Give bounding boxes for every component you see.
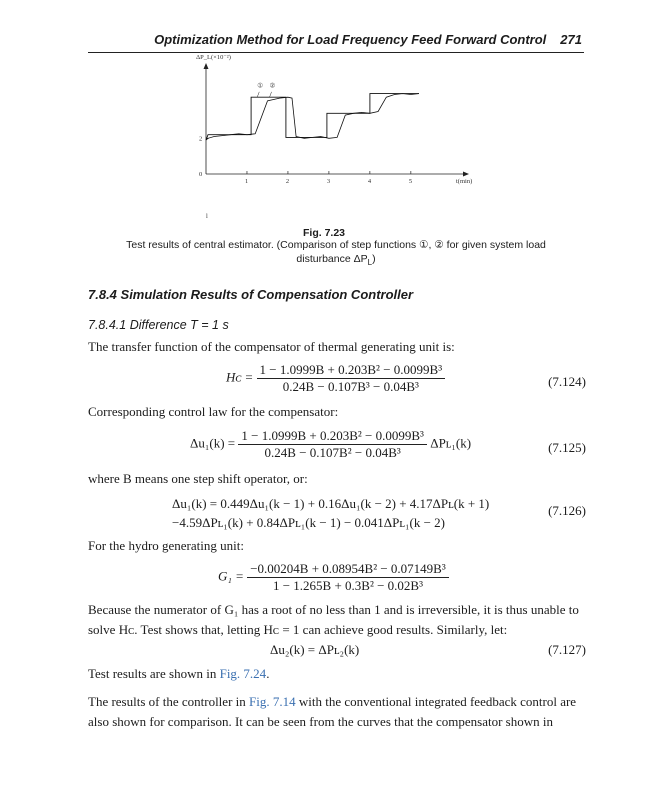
- y-axis-label: ΔP_L(×10⁻²): [196, 54, 231, 61]
- eq-126-line-2: −4.59ΔPʟ₁(k) + 0.84ΔPʟ₁(k − 1) − 0.041ΔPʟ₁(k − 2): [172, 515, 446, 530]
- eq-124-denominator: 0.24B − 0.107B³ − 0.04B³: [282, 379, 419, 394]
- figure-caption-subscript: L: [367, 258, 373, 268]
- annotation-2: ②: [269, 82, 276, 90]
- equation-7-125: [190, 428, 471, 461]
- paragraph-4: For the hydro generating unit:: [88, 538, 244, 553]
- paragraph-6: [88, 664, 586, 684]
- x-tick-label: 4: [367, 178, 372, 185]
- x-axis-label: t(min): [456, 178, 473, 185]
- eq-125-fraction: [238, 428, 427, 461]
- series-line-1: [206, 94, 419, 141]
- running-header: [154, 32, 582, 47]
- x-tick-label: 3: [326, 178, 331, 185]
- eq-125-rhs: ΔPʟ₁(k): [430, 435, 472, 451]
- eq-126-number: (7.126): [548, 503, 586, 518]
- origin-label: 0: [199, 171, 203, 178]
- figure-chart: [170, 54, 500, 220]
- eq-g1-denominator: 1 − 1.265B + 0.3B² − 0.02B³: [272, 578, 423, 593]
- fig-7-14-link[interactable]: Fig. 7.14: [249, 694, 296, 709]
- eq-125-number: (7.125): [548, 440, 586, 455]
- paragraph-7-text-b: with the conventional integrated feedback control are also shown for comparison. It can be seen from the curves that the compensator shown in: [88, 694, 577, 729]
- x-axis-arrow: [463, 172, 469, 177]
- paragraph-2: Corresponding control law for the compensator:: [88, 404, 339, 419]
- eq-124-lhs: Hᴄ =: [226, 369, 254, 385]
- eq-125-numerator: 1 − 1.0999B + 0.203B² − 0.0099B³: [238, 428, 427, 445]
- paragraph-6-end: .: [266, 666, 270, 681]
- paragraph-5: Because the numerator of G₁ has a root of no less than 1 and is irreversible, it is thus unable to solve Hᴄ. Test shows that, letting Hᴄ = 1 can achieve good results. Similarly, let:: [88, 602, 579, 637]
- equation-7-126: [172, 494, 489, 532]
- chart-plot: [196, 54, 472, 220]
- series-line-2: [206, 94, 419, 141]
- eq-125-lhs: Δu₁(k) =: [190, 435, 236, 451]
- figure-number: Fig. 7.23: [302, 227, 345, 239]
- figure-caption: [108, 238, 564, 270]
- section-heading: 7.8.4 Simulation Results of Compensation Controller: [88, 287, 414, 302]
- equation-7-127: Δu₂(k) = ΔPʟ₂(k): [270, 642, 360, 657]
- y-axis-arrow: [204, 63, 209, 69]
- paragraph-6-text: Test results are shown in: [88, 666, 220, 681]
- x-tick-label: 5: [408, 178, 413, 185]
- paragraph-7-text-a: The results of the controller in: [88, 694, 250, 709]
- paragraph-1: The transfer function of the compensator of thermal generating unit is:: [88, 339, 455, 354]
- eq-124-number: (7.124): [548, 374, 586, 389]
- eq-125-denominator: 0.24B − 0.107B² − 0.04B³: [264, 445, 401, 460]
- y-tick-label: 2: [199, 135, 203, 143]
- x-tick-label: 1: [244, 178, 249, 185]
- running-title: Optimization Method for Load Frequency Feed Forward Control: [154, 32, 547, 47]
- annotation-1-leader: [257, 92, 259, 97]
- fig-7-24-link[interactable]: Fig. 7.24: [219, 666, 267, 681]
- figure-caption-end: ): [372, 253, 376, 265]
- figure-caption-text: Test results of central estimator. (Comparison of step functions ①, ② for given system load disturbance ΔP: [126, 239, 546, 265]
- eq-127-number: (7.127): [548, 642, 586, 657]
- eq-g1-lhs: G₁ =: [218, 568, 244, 584]
- paragraph-7: [88, 692, 586, 732]
- eq-g1-numerator: −0.00204B + 0.08954B² − 0.07149B³: [247, 561, 449, 578]
- subsection-heading: 7.8.4.1 Difference T = 1 s: [88, 318, 229, 332]
- eq-126-line-1: Δu₁(k) = 0.449Δu₁(k − 1) + 0.16Δu₁(k − 2) + 4.17ΔPʟ(k + 1): [172, 496, 490, 511]
- x-tick-label: 2: [285, 178, 290, 185]
- annotation-2-leader: [270, 92, 272, 97]
- paragraph-3: where B means one step shift operator, or:: [88, 471, 308, 486]
- equation-g1: [218, 561, 449, 594]
- header-rule: [88, 52, 584, 53]
- eq-124-numerator: 1 − 1.0999B + 0.203B² − 0.0099B³: [257, 362, 446, 379]
- eq-124-fraction: [257, 362, 446, 395]
- eq-g1-fraction: [247, 561, 449, 594]
- annotation-1: ①: [257, 82, 264, 90]
- equation-7-124: [226, 362, 445, 395]
- page-number: 271: [560, 32, 582, 47]
- axis-bottom-label: l: [206, 213, 208, 220]
